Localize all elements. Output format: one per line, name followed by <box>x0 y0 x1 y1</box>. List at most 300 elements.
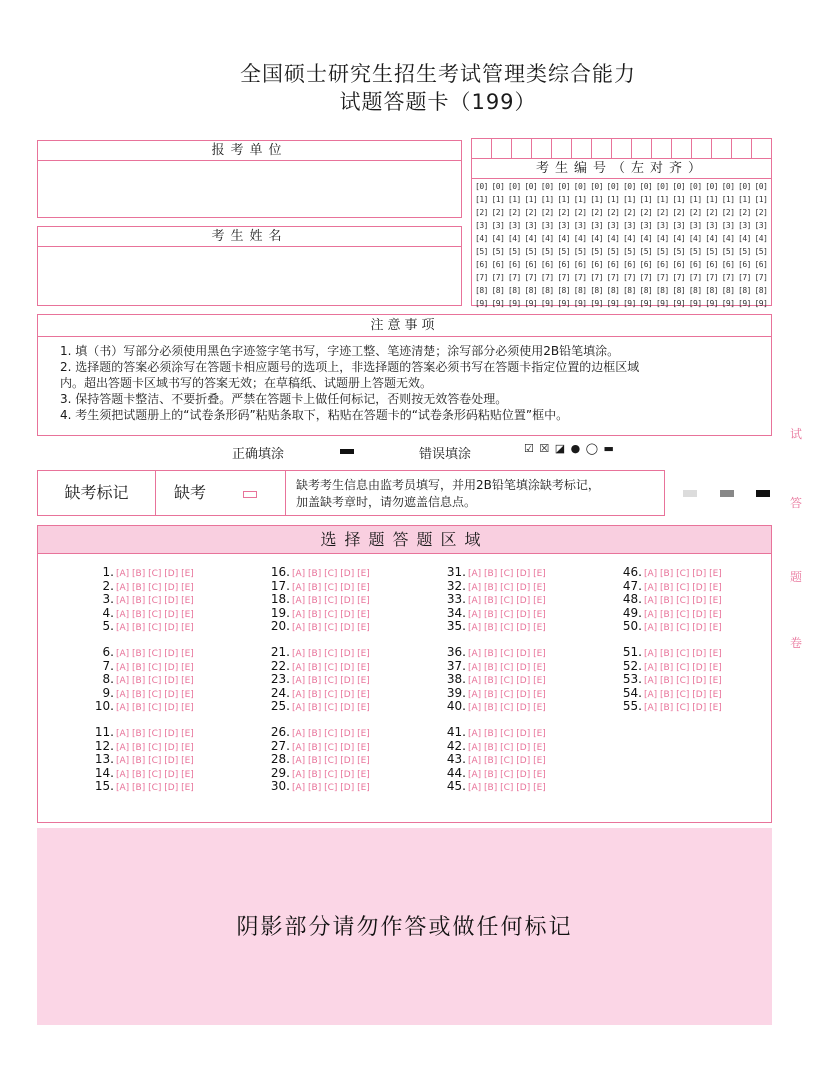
id-bubble[interactable]: [4] <box>705 234 719 243</box>
id-bubble[interactable]: [1] <box>672 195 686 204</box>
candidate-name-box[interactable] <box>37 226 462 306</box>
id-bubble[interactable]: [4] <box>721 234 735 243</box>
answer-options[interactable]: [A] [B] [C] [D] [E] <box>292 662 370 673</box>
id-bubble[interactable]: [3] <box>573 221 587 230</box>
question-row[interactable] <box>86 620 194 634</box>
id-bubble[interactable]: [7] <box>557 273 571 282</box>
id-bubble[interactable]: [1] <box>721 195 735 204</box>
question-row[interactable] <box>262 566 370 580</box>
id-bubble[interactable]: [7] <box>573 273 587 282</box>
id-bubble[interactable]: [6] <box>475 260 488 269</box>
id-bubble[interactable]: [1] <box>639 195 653 204</box>
id-bubble[interactable]: [3] <box>622 221 636 230</box>
id-bubble[interactable]: [3] <box>738 221 751 230</box>
question-row[interactable] <box>86 660 194 674</box>
answer-options[interactable]: [A] [B] [C] [D] [E] <box>468 742 546 753</box>
id-bubble[interactable]: [1] <box>540 195 554 204</box>
answer-options[interactable]: [A] [B] [C] [D] [E] <box>292 569 370 579</box>
answer-options[interactable]: [A] [B] [C] [D] [E] <box>468 769 546 780</box>
id-bubble[interactable]: [2] <box>688 208 702 217</box>
id-bubble[interactable]: [1] <box>491 195 505 204</box>
id-bubble[interactable]: [8] <box>672 286 686 295</box>
id-bubble[interactable]: [6] <box>622 260 636 269</box>
id-bubble[interactable]: [4] <box>557 234 571 243</box>
id-bubble[interactable]: [8] <box>655 286 669 295</box>
answer-options[interactable]: [A] [B] [C] [D] [E] <box>292 703 370 714</box>
id-bubble[interactable]: [0] <box>524 182 538 191</box>
question-row[interactable] <box>614 566 722 580</box>
id-bubble[interactable]: [4] <box>639 234 653 243</box>
id-bubble[interactable]: [1] <box>475 195 488 204</box>
answer-options[interactable]: [A] [B] [C] [D] [E] <box>644 623 722 634</box>
question-row[interactable] <box>614 646 722 660</box>
id-bubble[interactable]: [6] <box>655 260 669 269</box>
id-bubble[interactable]: [2] <box>524 208 538 217</box>
id-bubble[interactable]: [3] <box>721 221 735 230</box>
id-bubble[interactable]: [2] <box>507 208 521 217</box>
question-row[interactable] <box>86 740 194 754</box>
id-write-cell[interactable] <box>532 139 552 158</box>
answer-options[interactable]: [A] [B] [C] [D] [E] <box>116 582 194 593</box>
id-bubble[interactable]: [1] <box>573 195 587 204</box>
id-bubble[interactable]: [4] <box>622 234 636 243</box>
answer-options[interactable]: [A] [B] [C] [D] [E] <box>116 569 194 579</box>
answer-options[interactable]: [A] [B] [C] [D] [E] <box>468 676 546 687</box>
question-row[interactable] <box>86 767 194 781</box>
id-bubble[interactable]: [9] <box>672 299 686 308</box>
answer-options[interactable]: [A] [B] [C] [D] [E] <box>468 783 546 794</box>
question-row[interactable] <box>438 566 546 580</box>
id-bubble[interactable]: [4] <box>655 234 669 243</box>
choice-answer-area[interactable] <box>37 525 772 823</box>
answer-options[interactable]: [A] [B] [C] [D] [E] <box>644 689 722 700</box>
id-bubble[interactable]: [3] <box>507 221 521 230</box>
answer-options[interactable]: [A] [B] [C] [D] [E] <box>468 569 546 579</box>
question-row[interactable] <box>262 700 370 714</box>
id-bubble[interactable]: [5] <box>754 247 768 256</box>
answer-options[interactable]: [A] [B] [C] [D] [E] <box>116 689 194 700</box>
answer-options[interactable]: [A] [B] [C] [D] [E] <box>292 769 370 780</box>
question-row[interactable] <box>86 753 194 767</box>
id-write-cell[interactable] <box>732 139 752 158</box>
answer-options[interactable]: [A] [B] [C] [D] [E] <box>468 648 546 659</box>
id-bubble[interactable]: [5] <box>524 247 538 256</box>
id-bubble[interactable]: [6] <box>721 260 735 269</box>
id-write-cell[interactable] <box>492 139 512 158</box>
question-row[interactable] <box>614 580 722 594</box>
id-bubble[interactable]: [8] <box>606 286 620 295</box>
answer-options[interactable]: [A] [B] [C] [D] [E] <box>292 676 370 687</box>
id-bubble[interactable]: [5] <box>622 247 636 256</box>
id-bubble[interactable]: [5] <box>590 247 604 256</box>
question-row[interactable] <box>262 726 370 740</box>
id-bubble[interactable]: [3] <box>655 221 669 230</box>
id-bubble[interactable]: [9] <box>524 299 538 308</box>
question-row[interactable] <box>614 593 722 607</box>
id-bubble[interactable]: [0] <box>540 182 554 191</box>
id-bubble[interactable]: [7] <box>590 273 604 282</box>
id-bubble[interactable]: [8] <box>491 286 505 295</box>
id-bubble[interactable]: [2] <box>655 208 669 217</box>
id-bubble[interactable]: [7] <box>491 273 505 282</box>
id-bubble[interactable]: [3] <box>672 221 686 230</box>
id-bubble[interactable]: [1] <box>557 195 571 204</box>
id-bubble[interactable]: [9] <box>540 299 554 308</box>
id-write-cell[interactable] <box>652 139 672 158</box>
question-row[interactable] <box>262 767 370 781</box>
id-bubble[interactable]: [2] <box>491 208 505 217</box>
question-row[interactable] <box>86 593 194 607</box>
id-bubble[interactable]: [4] <box>590 234 604 243</box>
question-row[interactable] <box>438 687 546 701</box>
id-bubble[interactable]: [3] <box>557 221 571 230</box>
id-bubble[interactable]: [0] <box>672 182 686 191</box>
id-bubble[interactable]: [9] <box>507 299 521 308</box>
question-row[interactable] <box>262 607 370 621</box>
answer-options[interactable]: [A] [B] [C] [D] [E] <box>468 582 546 593</box>
id-bubble[interactable]: [2] <box>606 208 620 217</box>
id-bubble[interactable]: [2] <box>475 208 488 217</box>
id-bubble[interactable]: [1] <box>622 195 636 204</box>
id-bubble[interactable]: [9] <box>606 299 620 308</box>
id-bubble[interactable]: [9] <box>705 299 719 308</box>
id-bubble[interactable]: [4] <box>754 234 768 243</box>
answer-options[interactable]: [A] [B] [C] [D] [E] <box>292 609 370 620</box>
id-bubble[interactable]: [4] <box>688 234 702 243</box>
id-bubble[interactable]: [7] <box>738 273 751 282</box>
id-bubble[interactable]: [1] <box>688 195 702 204</box>
answer-options[interactable]: [A] [B] [C] [D] [E] <box>644 609 722 620</box>
answer-options[interactable]: [A] [B] [C] [D] [E] <box>644 676 722 687</box>
question-row[interactable] <box>438 780 546 794</box>
question-row[interactable] <box>262 593 370 607</box>
question-row[interactable] <box>262 740 370 754</box>
id-bubble[interactable]: [4] <box>491 234 505 243</box>
id-bubble[interactable]: [6] <box>590 260 604 269</box>
question-row[interactable] <box>262 687 370 701</box>
answer-options[interactable]: [A] [B] [C] [D] [E] <box>292 742 370 753</box>
id-bubble[interactable]: [5] <box>672 247 686 256</box>
id-bubble[interactable]: [5] <box>721 247 735 256</box>
id-bubble[interactable]: [3] <box>606 221 620 230</box>
id-bubble[interactable]: [2] <box>573 208 587 217</box>
id-bubble[interactable]: [6] <box>672 260 686 269</box>
id-bubble[interactable]: [2] <box>738 208 751 217</box>
id-bubble[interactable]: [5] <box>688 247 702 256</box>
id-bubble[interactable]: [0] <box>721 182 735 191</box>
id-bubble[interactable]: [6] <box>606 260 620 269</box>
answer-options[interactable]: [A] [B] [C] [D] [E] <box>644 648 722 659</box>
id-bubble[interactable]: [3] <box>639 221 653 230</box>
answer-options[interactable]: [A] [B] [C] [D] [E] <box>468 756 546 767</box>
answer-options[interactable]: [A] [B] [C] [D] [E] <box>116 742 194 753</box>
id-write-cell[interactable] <box>552 139 572 158</box>
question-row[interactable] <box>86 580 194 594</box>
id-bubble[interactable]: [5] <box>738 247 751 256</box>
id-bubble[interactable]: [6] <box>540 260 554 269</box>
answer-options[interactable]: [A] [B] [C] [D] [E] <box>468 703 546 714</box>
answer-options[interactable]: [A] [B] [C] [D] [E] <box>116 648 194 659</box>
id-bubble[interactable]: [2] <box>557 208 571 217</box>
answer-options[interactable]: [A] [B] [C] [D] [E] <box>116 769 194 780</box>
id-bubble[interactable]: [8] <box>639 286 653 295</box>
id-bubble[interactable]: [5] <box>606 247 620 256</box>
question-row[interactable] <box>438 646 546 660</box>
id-bubble[interactable]: [1] <box>705 195 719 204</box>
id-bubble[interactable]: [7] <box>705 273 719 282</box>
id-bubble[interactable]: [0] <box>557 182 571 191</box>
question-row[interactable] <box>614 660 722 674</box>
answer-options[interactable]: [A] [B] [C] [D] [E] <box>644 569 722 579</box>
answer-options[interactable]: [A] [B] [C] [D] [E] <box>468 662 546 673</box>
question-row[interactable] <box>438 753 546 767</box>
id-write-cell[interactable] <box>672 139 692 158</box>
id-bubble[interactable]: [0] <box>590 182 604 191</box>
id-bubble[interactable]: [0] <box>507 182 521 191</box>
id-bubble[interactable]: [0] <box>705 182 719 191</box>
id-bubble[interactable]: [3] <box>524 221 538 230</box>
exam-unit-box[interactable] <box>37 140 462 218</box>
id-bubble[interactable]: [4] <box>540 234 554 243</box>
question-row[interactable] <box>438 767 546 781</box>
id-bubble[interactable]: [9] <box>622 299 636 308</box>
answer-options[interactable]: [A] [B] [C] [D] [E] <box>468 623 546 634</box>
id-bubble[interactable]: [0] <box>754 182 768 191</box>
question-row[interactable] <box>86 726 194 740</box>
id-bubble[interactable]: [3] <box>688 221 702 230</box>
question-row[interactable] <box>438 673 546 687</box>
id-bubble[interactable]: [5] <box>475 247 488 256</box>
id-bubble[interactable]: [2] <box>705 208 719 217</box>
candidate-id-box[interactable] <box>471 138 772 306</box>
id-bubble[interactable]: [8] <box>738 286 751 295</box>
id-bubble[interactable]: [5] <box>655 247 669 256</box>
id-bubble[interactable]: [7] <box>524 273 538 282</box>
id-bubble[interactable]: [3] <box>540 221 554 230</box>
id-bubble[interactable]: [6] <box>573 260 587 269</box>
answer-options[interactable]: [A] [B] [C] [D] [E] <box>292 689 370 700</box>
question-row[interactable] <box>438 660 546 674</box>
answer-options[interactable]: [A] [B] [C] [D] [E] <box>468 609 546 620</box>
id-bubble[interactable]: [3] <box>590 221 604 230</box>
id-bubble[interactable]: [7] <box>688 273 702 282</box>
id-bubble[interactable]: [2] <box>590 208 604 217</box>
answer-options[interactable]: [A] [B] [C] [D] [E] <box>292 623 370 634</box>
id-bubble[interactable]: [7] <box>540 273 554 282</box>
id-bubble[interactable]: [9] <box>491 299 505 308</box>
id-bubble[interactable]: [0] <box>475 182 488 191</box>
id-bubble[interactable]: [9] <box>639 299 653 308</box>
id-bubble[interactable]: [7] <box>507 273 521 282</box>
id-bubble[interactable]: [6] <box>705 260 719 269</box>
id-write-cell[interactable] <box>472 139 492 158</box>
id-bubble[interactable]: [0] <box>688 182 702 191</box>
id-bubble[interactable]: [9] <box>573 299 587 308</box>
answer-options[interactable]: [A] [B] [C] [D] [E] <box>644 703 722 714</box>
id-bubble[interactable]: [0] <box>639 182 653 191</box>
id-bubble[interactable]: [6] <box>491 260 505 269</box>
absent-checkbox[interactable] <box>243 491 257 498</box>
id-bubble[interactable]: [6] <box>507 260 521 269</box>
question-row[interactable] <box>86 780 194 794</box>
question-row[interactable] <box>438 580 546 594</box>
id-write-cells[interactable] <box>472 139 771 159</box>
id-bubble[interactable]: [9] <box>590 299 604 308</box>
question-row[interactable] <box>614 687 722 701</box>
absent-field[interactable] <box>156 471 286 515</box>
answer-options[interactable]: [A] [B] [C] [D] [E] <box>116 596 194 607</box>
answer-options[interactable]: [A] [B] [C] [D] [E] <box>468 689 546 700</box>
id-bubble[interactable]: [6] <box>639 260 653 269</box>
answer-options[interactable]: [A] [B] [C] [D] [E] <box>292 783 370 794</box>
id-bubble[interactable]: [6] <box>524 260 538 269</box>
id-bubble[interactable]: [9] <box>721 299 735 308</box>
answer-options[interactable]: [A] [B] [C] [D] [E] <box>292 582 370 593</box>
question-row[interactable] <box>614 620 722 634</box>
id-bubble[interactable]: [8] <box>590 286 604 295</box>
answer-options[interactable]: [A] [B] [C] [D] [E] <box>116 676 194 687</box>
question-row[interactable] <box>438 726 546 740</box>
id-bubble[interactable]: [9] <box>754 299 768 308</box>
question-row[interactable] <box>614 607 722 621</box>
id-bubble[interactable]: [7] <box>721 273 735 282</box>
id-bubble[interactable]: [7] <box>606 273 620 282</box>
id-bubble[interactable]: [0] <box>606 182 620 191</box>
id-bubble[interactable]: [5] <box>705 247 719 256</box>
answer-options[interactable]: [A] [B] [C] [D] [E] <box>468 596 546 607</box>
id-bubble[interactable]: [4] <box>672 234 686 243</box>
id-bubble[interactable]: [7] <box>672 273 686 282</box>
id-bubble[interactable]: [8] <box>475 286 488 295</box>
answer-options[interactable]: [A] [B] [C] [D] [E] <box>644 662 722 673</box>
id-bubble[interactable]: [3] <box>491 221 505 230</box>
id-bubble[interactable]: [0] <box>738 182 751 191</box>
id-bubble[interactable]: [1] <box>524 195 538 204</box>
id-bubble[interactable]: [8] <box>754 286 768 295</box>
id-bubble[interactable]: [8] <box>705 286 719 295</box>
question-row[interactable] <box>86 566 194 580</box>
id-bubble[interactable]: [5] <box>507 247 521 256</box>
id-bubble[interactable]: [5] <box>557 247 571 256</box>
id-bubble[interactable]: [5] <box>639 247 653 256</box>
id-write-cell[interactable] <box>752 139 771 158</box>
id-write-cell[interactable] <box>612 139 632 158</box>
id-bubble[interactable]: [4] <box>524 234 538 243</box>
answer-options[interactable]: [A] [B] [C] [D] [E] <box>292 728 370 739</box>
question-row[interactable] <box>86 673 194 687</box>
id-bubble[interactable]: [6] <box>688 260 702 269</box>
answer-options[interactable]: [A] [B] [C] [D] [E] <box>292 648 370 659</box>
id-bubble-grid[interactable] <box>472 179 771 312</box>
id-bubble[interactable]: [3] <box>705 221 719 230</box>
question-row[interactable] <box>438 700 546 714</box>
id-bubble[interactable]: [3] <box>754 221 768 230</box>
answer-options[interactable]: [A] [B] [C] [D] [E] <box>292 756 370 767</box>
id-bubble[interactable]: [9] <box>738 299 751 308</box>
question-row[interactable] <box>262 646 370 660</box>
question-row[interactable] <box>438 593 546 607</box>
question-row[interactable] <box>86 700 194 714</box>
answer-options[interactable]: [A] [B] [C] [D] [E] <box>292 596 370 607</box>
question-row[interactable] <box>262 753 370 767</box>
id-bubble[interactable]: [4] <box>606 234 620 243</box>
id-bubble[interactable]: [0] <box>491 182 505 191</box>
id-bubble[interactable]: [1] <box>655 195 669 204</box>
answer-options[interactable]: [A] [B] [C] [D] [E] <box>116 623 194 634</box>
id-bubble[interactable]: [0] <box>622 182 636 191</box>
id-bubble[interactable]: [6] <box>557 260 571 269</box>
question-row[interactable] <box>262 780 370 794</box>
id-bubble[interactable]: [8] <box>573 286 587 295</box>
id-bubble[interactable]: [0] <box>573 182 587 191</box>
question-row[interactable] <box>262 660 370 674</box>
id-bubble[interactable]: [7] <box>475 273 488 282</box>
answer-options[interactable]: [A] [B] [C] [D] [E] <box>116 756 194 767</box>
id-bubble[interactable]: [3] <box>475 221 488 230</box>
question-row[interactable] <box>262 673 370 687</box>
id-bubble[interactable]: [7] <box>622 273 636 282</box>
id-write-cell[interactable] <box>592 139 612 158</box>
id-bubble[interactable]: [0] <box>655 182 669 191</box>
id-bubble[interactable]: [8] <box>507 286 521 295</box>
id-bubble[interactable]: [4] <box>475 234 488 243</box>
question-row[interactable] <box>86 646 194 660</box>
id-bubble[interactable]: [1] <box>606 195 620 204</box>
question-row[interactable] <box>614 673 722 687</box>
id-bubble[interactable]: [2] <box>639 208 653 217</box>
answer-options[interactable]: [A] [B] [C] [D] [E] <box>116 783 194 794</box>
question-row[interactable] <box>262 580 370 594</box>
id-bubble[interactable]: [1] <box>590 195 604 204</box>
id-bubble[interactable]: [8] <box>721 286 735 295</box>
id-write-cell[interactable] <box>692 139 712 158</box>
id-bubble[interactable]: [8] <box>622 286 636 295</box>
question-row[interactable] <box>438 740 546 754</box>
id-bubble[interactable]: [4] <box>573 234 587 243</box>
id-write-cell[interactable] <box>632 139 652 158</box>
id-bubble[interactable]: [2] <box>754 208 768 217</box>
id-bubble[interactable]: [6] <box>738 260 751 269</box>
question-row[interactable] <box>614 700 722 714</box>
id-bubble[interactable]: [5] <box>573 247 587 256</box>
id-bubble[interactable]: [7] <box>639 273 653 282</box>
id-bubble[interactable]: [4] <box>738 234 751 243</box>
id-bubble[interactable]: [6] <box>754 260 768 269</box>
answer-options[interactable]: [A] [B] [C] [D] [E] <box>644 596 722 607</box>
id-bubble[interactable]: [1] <box>507 195 521 204</box>
id-write-cell[interactable] <box>712 139 732 158</box>
id-bubble[interactable]: [9] <box>557 299 571 308</box>
id-write-cell[interactable] <box>572 139 592 158</box>
id-bubble[interactable]: [5] <box>540 247 554 256</box>
id-bubble[interactable]: [4] <box>507 234 521 243</box>
id-bubble[interactable]: [7] <box>655 273 669 282</box>
id-bubble[interactable]: [2] <box>540 208 554 217</box>
id-bubble[interactable]: [8] <box>688 286 702 295</box>
id-bubble[interactable]: [8] <box>540 286 554 295</box>
answer-options[interactable]: [A] [B] [C] [D] [E] <box>644 582 722 593</box>
question-row[interactable] <box>438 620 546 634</box>
id-bubble[interactable]: [9] <box>688 299 702 308</box>
id-bubble[interactable]: [8] <box>524 286 538 295</box>
question-row[interactable] <box>86 687 194 701</box>
id-bubble[interactable]: [5] <box>491 247 505 256</box>
id-write-cell[interactable] <box>512 139 532 158</box>
answer-options[interactable]: [A] [B] [C] [D] [E] <box>116 728 194 739</box>
answer-options[interactable]: [A] [B] [C] [D] [E] <box>116 609 194 620</box>
id-bubble[interactable]: [9] <box>655 299 669 308</box>
answer-options[interactable]: [A] [B] [C] [D] [E] <box>116 662 194 673</box>
